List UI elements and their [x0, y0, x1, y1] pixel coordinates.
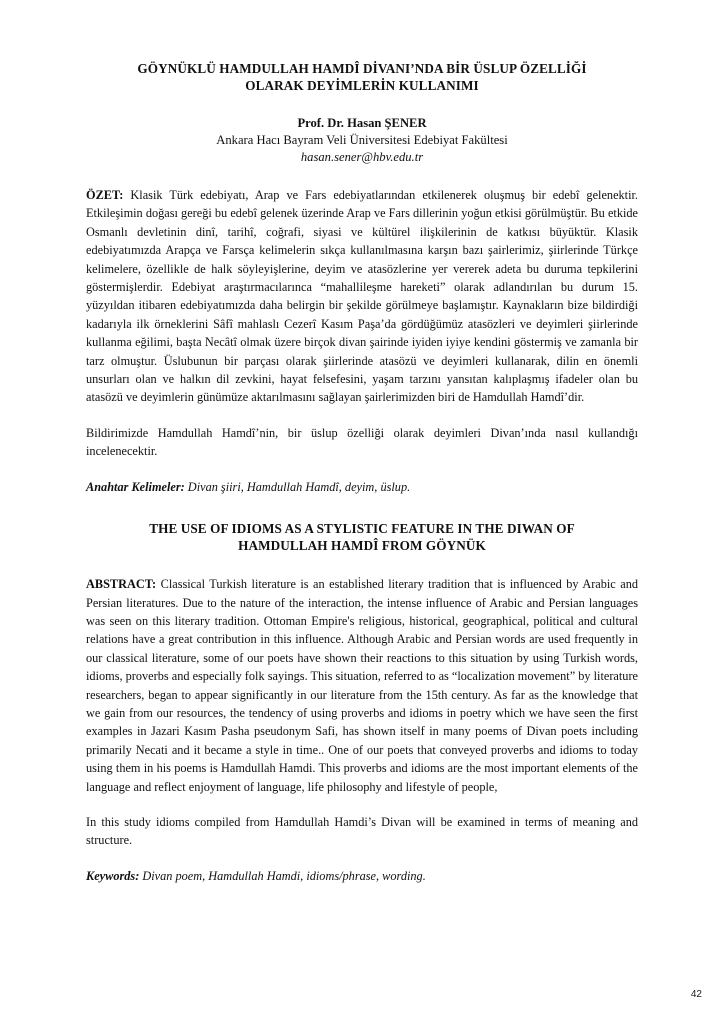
english-title-line-2: HAMDULLAH HAMDÎ FROM GÖYNÜK	[238, 538, 486, 554]
turkish-second-paragraph: Bildirimizde Hamdullah Hamdî’nin, bir üslup özelliği olarak deyimleri Divan’ında nasıl kullandığı incelenecektir.	[86, 425, 638, 459]
english-title	[86, 520, 638, 554]
author-affiliation: Ankara Hacı Bayram Veli Üniversitesi Edebiyat Fakültesi	[216, 133, 508, 147]
turkish-title	[86, 60, 638, 94]
turkish-keywords	[86, 478, 638, 496]
english-second-paragraph: In this study idioms compiled from Hamdullah Hamdi’s Divan will be examined in terms of meaning and structure.	[86, 814, 638, 848]
english-abstract-text: Classical Turkish literature is an establi̇shed literary tradition that is influenced by Arabic and Persian literatures. Due to the nature of the interaction, the intense influence of Arabic and Persian languages was seen on this literary tradition. Ottoman Empire's religious, historical, geographical, political and cultural relations have a great contribution in this influence. Although Arabic and Persian words are used frequently in our classical literature, some of our poets have shown their reactions to this situation by using Turkish words, idioms, proverbs and especially folk sayings. This situation, referred to as “localization movement” by literature researchers, began to appear significantly in our literature from the 15th century. As far as the knowledge that we gain from our resources, the tendency of using proverbs and idioms in poetry which we have seen the first examples in Jazari Kasım Pasha pseudonym Safi, has shown itself in many poems of Divan poets including primarily Necati and it became a style in time.. One of our poets that conveyed proverbs and idioms to today using them in his poems is Hamdullah Hamdi. This proverbs and idioms are the most important elements of the language and reflect enjoyment of language, life philosophy and lifestyle of people,	[86, 577, 638, 794]
english-keywords-label: Keywords:	[86, 868, 140, 883]
english-abstract	[86, 575, 638, 796]
turkish-keywords-label: Anahtar Kelimeler:	[86, 479, 185, 494]
turkish-title-line-1: GÖYNÜKLÜ HAMDULLAH HAMDÎ DİVANI’NDA BİR ÜSLUP ÖZELLİĞİ	[137, 61, 587, 76]
english-title-line-1: THE USE OF IDIOMS AS A STYLISTIC FEATURE IN THE DIWAN OF	[149, 521, 575, 537]
english-keywords-text: Divan poem, Hamdullah Hamdi, idioms/phrase, wording.	[139, 868, 426, 883]
paper-page	[86, 60, 638, 885]
english-keywords	[86, 867, 638, 885]
turkish-title-line-2: OLARAK DEYİMLERİN KULLANIMI	[245, 78, 479, 93]
turkish-abstract-text: Klasik Türk edebiyatı, Arap ve Fars edebiyatlarından etkilenerek oluşmuş bir edebî gelenektir. Etkileşimin doğası gereği bu edebî gelenek üzerinde Arap ve Fars dillerinin yoğun etkisi görülmüştür. Bu etkide Osmanlı devletinin dinî, tarihî, coğrafi, siyasi ve kültürel ilişkilerinin de katkısı büyüktür. Klasik edebiyatımızda Arapça ve Farsça kelimelerin sıkça kullanılmasına karşın bazı şairlerimiz, şiirlerinde Türkçe kelimelere, özellikle de halk söyleyişlerine, deyim ve atasözlerine yer vererek adeta bu duruma tepkilerini göstermişlerdir. Edebiyat araştırmacılarınca “mahallileşme hareketi” olarak adlandırılan bu durum 15. yüzyıldan itibaren edebiyatımızda daha belirgin bir şekilde görülmeye başlamıştır. Kaynakların bize bildirdiği kadarıyla ilk örneklerini Sâfî mahlaslı Cezerî Kasım Paşa’da gördüğümüz atasözleri ve deyimleri şiirlerinde kullanma eğilimi, başta Necâtî olmak üzere birçok divan şairinde iyiden iyiye kendini göstermiş ve zamanla bir tarz olmuştur. Üslubunun bir parçası olarak şiirlerinde atasözü ve deyimleri kullanarak, dilin en önemli unsurları olan ve halkın dil zevkini, hayat felsefesini, yaşam tarzını yansıtan kalıplaşmış ifadeler olan bu atasözü ve deyimlerin günümüze aktarılmasını sağlayan şairlerimizden biri de Hamdullah Hamdî’dir.	[86, 188, 638, 405]
author-name: Prof. Dr. Hasan ŞENER	[297, 116, 427, 130]
author-block	[86, 115, 638, 166]
turkish-abstract	[86, 186, 638, 407]
turkish-abstract-label: ÖZET:	[86, 188, 124, 202]
author-email: hasan.sener@hbv.edu.tr	[300, 150, 424, 164]
turkish-keywords-text: Divan şiiri, Hamdullah Hamdî, deyim, üslup.	[184, 479, 411, 494]
page-number: 42	[690, 989, 702, 1000]
english-abstract-label: ABSTRACT:	[86, 577, 157, 592]
